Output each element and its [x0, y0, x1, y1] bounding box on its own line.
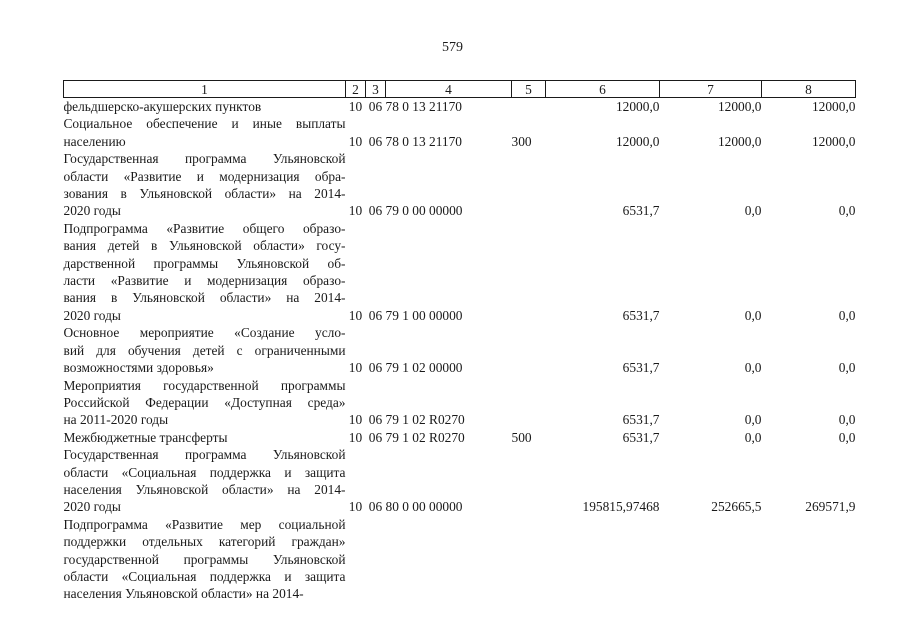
amount-col-8: 12000,0 [811, 133, 856, 149]
amount-col-6: 195815,97468 [582, 499, 660, 515]
row-name-line: области «Развитие и модернизация обра- [63, 168, 346, 184]
row-name-line: 2020 годы [63, 499, 121, 515]
expense-type-code [512, 220, 546, 324]
section-code: 10 [348, 133, 363, 149]
subsection-code: 06 [368, 412, 383, 428]
row-name-line: 2020 годы [63, 307, 121, 323]
subsection-code: 06 [368, 429, 383, 445]
amount-col-7: 0,0 [744, 203, 762, 219]
amount-col-6: 12000,0 [615, 133, 660, 149]
row-name-line: Основное мероприятие «Создание усло- [63, 325, 346, 341]
target-article-code: 80 0 00 00000 [385, 499, 463, 515]
target-article-code: 79 1 00 00000 [385, 307, 463, 323]
amount-col-8 [762, 516, 856, 603]
row-name-line: возможностями здоровья» [63, 360, 214, 376]
expense-type-code [512, 150, 546, 220]
row-name-line: Государственная программа Ульяновской [63, 151, 346, 167]
table-row [64, 324, 856, 376]
amount-col-6 [546, 516, 660, 603]
amount-col-7: 0,0 [744, 429, 762, 445]
row-name-line: области «Социальная поддержка и защита [63, 568, 346, 584]
section-code: 10 [348, 307, 363, 323]
header-row [64, 81, 856, 98]
amount-col-7: 12000,0 [717, 133, 762, 149]
row-name-line: Мероприятия государственной программы [63, 377, 346, 393]
row-name-line: вания детей в Ульяновской области» госу- [63, 238, 346, 254]
page-number: 579 [442, 40, 463, 55]
subsection-code: 06 [368, 133, 383, 149]
column-header-7: 7 [660, 81, 762, 98]
amount-col-7: 12000,0 [717, 99, 762, 114]
amount-col-6: 12000,0 [615, 99, 660, 114]
column-header-8: 8 [762, 81, 856, 98]
section-code: 10 [348, 203, 363, 219]
row-name [64, 150, 346, 220]
table-row [64, 377, 856, 429]
row-name-line: населения Ульяновской области» на 2014- [63, 481, 346, 497]
amount-col-7: 0,0 [744, 307, 762, 323]
target-article-code: 79 1 02 R0270 [385, 429, 465, 445]
row-name-line: ласти «Развитие и модернизация образо- [63, 273, 346, 289]
row-name-line: Подпрограмма «Развитие мер социальной [63, 516, 346, 532]
amount-col-8: 0,0 [838, 360, 856, 376]
row-name-line: вий для обучения детей с ограниченными [63, 342, 346, 358]
target-article-code: 78 0 13 21170 [385, 133, 462, 149]
expense-type-code [512, 377, 546, 429]
target-article-code: 79 1 02 R0270 [385, 412, 465, 428]
column-header-1: 1 [64, 81, 346, 98]
section-code: 10 [348, 412, 363, 428]
row-name-line: Российской Федерации «Доступная среда» [63, 394, 346, 410]
row-name [64, 446, 346, 516]
row-name-line: вания в Ульяновской области» на 2014- [63, 290, 346, 306]
row-name [64, 98, 346, 116]
row-name-line: зования в Ульяновской области» на 2014- [63, 186, 346, 202]
expense-type-code [512, 446, 546, 516]
amount-col-6: 6531,7 [622, 412, 660, 428]
table-row [64, 115, 856, 150]
column-header-5: 5 [512, 81, 546, 98]
row-name [64, 220, 346, 324]
expense-type-code [512, 324, 546, 376]
expense-type-code: 300 [511, 133, 532, 149]
table-row [64, 150, 856, 220]
expense-type-code [512, 516, 546, 603]
row-name [64, 516, 346, 603]
column-header-6: 6 [546, 81, 660, 98]
amount-col-6: 6531,7 [622, 429, 660, 445]
amount-col-8: 0,0 [838, 307, 856, 323]
amount-col-6: 6531,7 [622, 307, 660, 323]
section-code: 10 [348, 99, 363, 114]
row-name [64, 429, 346, 446]
row-name-line: поддержки отдельных категорий граждан» [63, 534, 346, 550]
row-name [64, 324, 346, 376]
table-row [64, 220, 856, 324]
row-name [64, 115, 346, 150]
amount-col-8: 269571,9 [805, 499, 856, 515]
row-name-line: дарственной программы Ульяновской об- [63, 255, 346, 271]
table-row [64, 446, 856, 516]
amount-col-8: 0,0 [838, 203, 856, 219]
row-name-line: на 2011-2020 годы [63, 412, 169, 428]
column-header-4: 4 [386, 81, 512, 98]
amount-col-7: 0,0 [744, 360, 762, 376]
row-name-line: области «Социальная поддержка и защита [63, 464, 346, 480]
subsection-code: 06 [368, 307, 383, 323]
column-header-2: 2 [346, 81, 366, 98]
row-name-line: населения Ульяновской области» на 2014- [63, 586, 304, 602]
subsection-code: 06 [368, 360, 383, 376]
amount-col-8: 0,0 [838, 429, 856, 445]
amount-col-7: 252665,5 [711, 499, 762, 515]
expense-type-code: 500 [511, 429, 532, 445]
amount-col-6: 6531,7 [622, 360, 660, 376]
section-code: 10 [348, 429, 363, 445]
amount-col-8: 12000,0 [811, 99, 856, 114]
row-name-line: фельдшерско-акушерских пунктов [63, 99, 262, 114]
row-name-line: Социальное обеспечение и иные выплаты [63, 116, 346, 132]
row-name-line: Межбюджетные трансферты [63, 429, 228, 445]
table-row [64, 98, 856, 116]
amount-col-7: 0,0 [744, 412, 762, 428]
subsection-code [366, 516, 386, 603]
subsection-code: 06 [368, 499, 383, 515]
budget-table [63, 80, 856, 603]
amount-col-6: 6531,7 [622, 203, 660, 219]
amount-col-7 [660, 516, 762, 603]
subsection-code: 06 [368, 99, 383, 114]
target-article-code: 79 1 02 00000 [385, 360, 463, 376]
row-name-line: населению [63, 133, 126, 149]
table-row [64, 429, 856, 446]
target-article-code [386, 516, 512, 603]
column-header-3: 3 [366, 81, 386, 98]
table-body [64, 98, 856, 603]
section-code: 10 [348, 360, 363, 376]
row-name-line: Подпрограмма «Развитие общего образо- [63, 220, 346, 236]
row-name [64, 377, 346, 429]
section-code: 10 [348, 499, 363, 515]
amount-col-8: 0,0 [838, 412, 856, 428]
row-name-line: 2020 годы [63, 203, 121, 219]
subsection-code: 06 [368, 203, 383, 219]
section-code [346, 516, 366, 603]
table-row [64, 516, 856, 603]
target-article-code: 78 0 13 21170 [385, 99, 462, 114]
target-article-code: 79 0 00 00000 [385, 203, 463, 219]
expense-type-code [512, 98, 546, 116]
row-name-line: Государственная программа Ульяновской [63, 447, 346, 463]
row-name-line: государственной программы Ульяновской [63, 551, 346, 567]
